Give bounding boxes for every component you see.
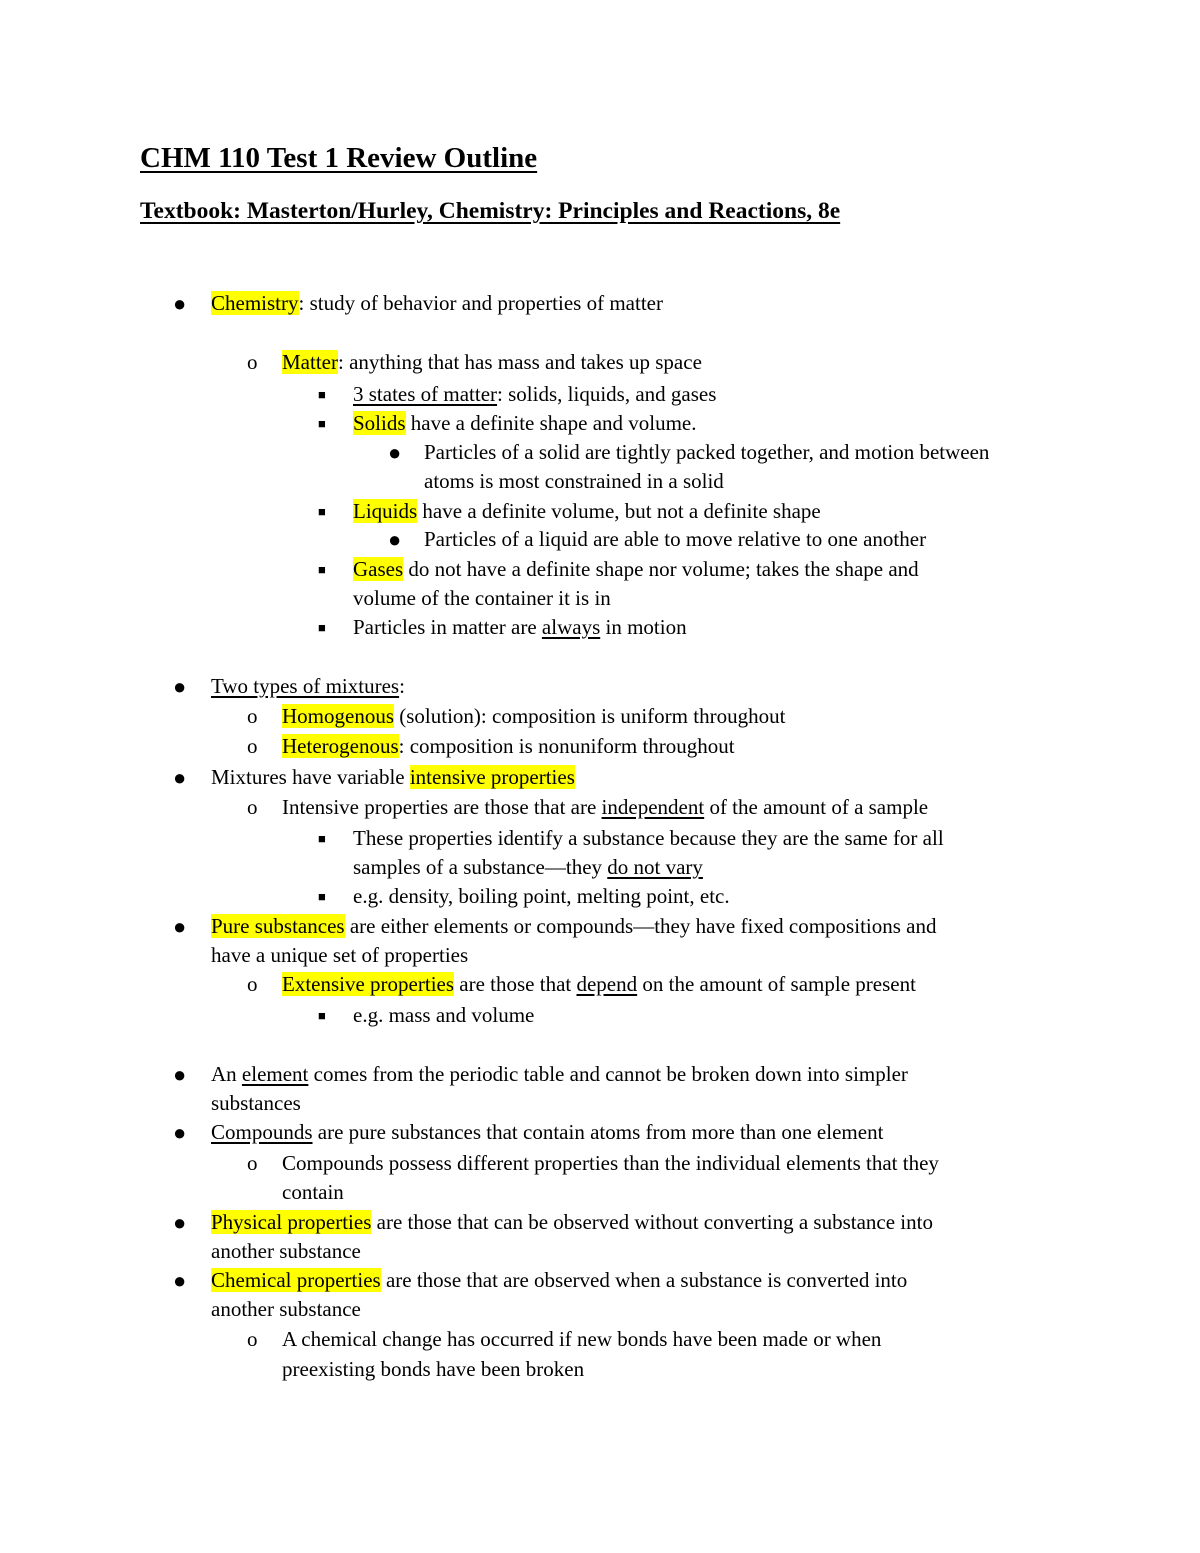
outline-line bbox=[424, 525, 926, 554]
circle-bullet-icon: o bbox=[247, 704, 258, 728]
outline-text: e.g. density, boiling point, melting point, etc. bbox=[353, 884, 730, 908]
highlighted-term: Gases bbox=[353, 557, 404, 581]
document-title: CHM 110 Test 1 Review Outline bbox=[140, 142, 538, 174]
outline-line bbox=[353, 555, 919, 584]
outline-text: Mixtures have variable bbox=[211, 765, 410, 789]
disc-bullet-icon: ● bbox=[173, 1120, 187, 1145]
outline-text: substances bbox=[211, 1091, 301, 1115]
circle-bullet-icon: o bbox=[247, 734, 258, 758]
outline-line bbox=[211, 1089, 301, 1118]
circle-bullet-icon: o bbox=[247, 1151, 258, 1175]
outline-line bbox=[211, 672, 405, 701]
disc-bullet-icon: ● bbox=[388, 440, 402, 465]
outline-line bbox=[353, 584, 611, 613]
outline-text: An bbox=[211, 1062, 242, 1086]
outline-text: (solution): composition is uniform throughout bbox=[394, 704, 786, 728]
outline-text: on the amount of sample present bbox=[637, 972, 916, 996]
highlighted-term: Chemical properties bbox=[211, 1268, 381, 1292]
outline-line bbox=[282, 1149, 939, 1178]
outline-line bbox=[282, 1355, 584, 1384]
outline-text: are those that can be observed without converting a substance into bbox=[371, 1210, 933, 1234]
highlighted-term: Chemistry bbox=[211, 291, 299, 315]
outline-text: e.g. mass and volume bbox=[353, 1003, 535, 1027]
outline-line bbox=[282, 732, 735, 761]
outline-text: are pure substances that contain atoms from more than one element bbox=[312, 1120, 884, 1144]
outline-line bbox=[353, 882, 730, 911]
outline-text: : composition is nonuniform throughout bbox=[398, 734, 735, 758]
underlined-term: Two types of mixtures bbox=[211, 674, 400, 698]
outline-line bbox=[353, 824, 944, 853]
outline-line bbox=[282, 702, 785, 731]
disc-bullet-icon: ● bbox=[173, 1268, 187, 1293]
square-bullet-icon: ■ bbox=[318, 387, 326, 402]
outline-text: have a unique set of properties bbox=[211, 943, 469, 967]
outline-line bbox=[424, 438, 989, 467]
disc-bullet-icon: ● bbox=[173, 765, 187, 790]
underlined-term: element bbox=[241, 1062, 309, 1086]
outline-line bbox=[211, 1266, 907, 1295]
outline-line bbox=[211, 763, 575, 792]
outline-text: atoms is most constrained in a solid bbox=[424, 469, 724, 493]
outline-text: samples of a substance—they bbox=[353, 855, 608, 879]
highlighted-term: Homogenous bbox=[282, 704, 394, 728]
square-bullet-icon: ■ bbox=[318, 562, 326, 577]
square-bullet-icon: ■ bbox=[318, 1008, 326, 1023]
disc-bullet-icon: ● bbox=[173, 291, 187, 316]
outline-text: : solids, liquids, and gases bbox=[497, 382, 717, 406]
outline-line bbox=[211, 1060, 908, 1089]
circle-bullet-icon: o bbox=[247, 350, 258, 374]
disc-bullet-icon: ● bbox=[173, 674, 187, 699]
outline-text: preexisting bonds have been broken bbox=[282, 1357, 585, 1381]
outline-line bbox=[353, 380, 716, 409]
outline-text: These properties identify a substance because they are the same for all bbox=[353, 826, 944, 850]
square-bullet-icon: ■ bbox=[318, 504, 326, 519]
highlighted-term: Solids bbox=[353, 411, 406, 435]
underlined-term: independent bbox=[601, 795, 705, 819]
square-bullet-icon: ■ bbox=[318, 889, 326, 904]
highlighted-term: Pure substances bbox=[211, 914, 345, 938]
outline-line bbox=[211, 912, 936, 941]
outline-text: volume of the container it is in bbox=[353, 586, 611, 610]
outline-text: are either elements or compounds—they have fixed compositions and bbox=[344, 914, 937, 938]
underlined-term: always bbox=[541, 615, 601, 639]
outline-text: Particles of a liquid are able to move relative to one another bbox=[424, 527, 927, 551]
outline-line bbox=[282, 1325, 881, 1354]
outline-text: Particles of a solid are tightly packed together, and motion between bbox=[424, 440, 990, 464]
highlighted-term: Extensive properties bbox=[282, 972, 455, 996]
highlighted-term: Matter bbox=[282, 350, 338, 374]
outline-text: : study of behavior and properties of matter bbox=[298, 291, 663, 315]
outline-line bbox=[282, 793, 928, 822]
underlined-term: do not vary bbox=[607, 855, 703, 879]
disc-bullet-icon: ● bbox=[173, 1210, 187, 1235]
outline-line bbox=[353, 613, 687, 642]
outline-text: comes from the periodic table and cannot be broken down into simpler bbox=[308, 1062, 908, 1086]
outline-text: are those that are observed when a substance is converted into bbox=[380, 1268, 908, 1292]
highlighted-term: Physical properties bbox=[211, 1210, 372, 1234]
outline-line bbox=[211, 289, 663, 318]
highlighted-term: Liquids bbox=[353, 499, 418, 523]
outline-text: contain bbox=[282, 1180, 344, 1204]
outline-line bbox=[211, 1118, 883, 1147]
outline-text: Intensive properties are those that are bbox=[282, 795, 602, 819]
outline-text: another substance bbox=[211, 1297, 361, 1321]
outline-line bbox=[353, 1001, 534, 1030]
outline-line bbox=[353, 497, 821, 526]
circle-bullet-icon: o bbox=[247, 795, 258, 819]
square-bullet-icon: ■ bbox=[318, 831, 326, 846]
outline-line bbox=[211, 1237, 361, 1266]
outline-line bbox=[211, 1208, 933, 1237]
outline-text: : anything that has mass and takes up space bbox=[337, 350, 702, 374]
outline-text: are those that bbox=[454, 972, 577, 996]
disc-bullet-icon: ● bbox=[173, 1062, 187, 1087]
square-bullet-icon: ■ bbox=[318, 620, 326, 635]
outline-line bbox=[282, 348, 702, 377]
outline-line bbox=[353, 409, 697, 438]
circle-bullet-icon: o bbox=[247, 1327, 258, 1351]
disc-bullet-icon: ● bbox=[173, 914, 187, 939]
outline-text: of the amount of a sample bbox=[704, 795, 929, 819]
circle-bullet-icon: o bbox=[247, 972, 258, 996]
outline-text: : bbox=[399, 674, 405, 698]
outline-line bbox=[353, 853, 703, 882]
outline-text: A chemical change has occurred if new bonds have been made or when bbox=[282, 1327, 882, 1351]
outline-line bbox=[282, 1178, 344, 1207]
underlined-term: Compounds bbox=[211, 1120, 313, 1144]
highlighted-term: intensive properties bbox=[409, 765, 575, 789]
square-bullet-icon: ■ bbox=[318, 416, 326, 431]
outline-line bbox=[211, 941, 468, 970]
textbook-citation: Textbook: Masterton/Hurley, Chemistry: Principles and Reactions, 8e bbox=[140, 198, 841, 224]
underlined-term: 3 states of matter bbox=[353, 382, 498, 406]
outline-text: do not have a definite shape nor volume; takes the shape and bbox=[403, 557, 919, 581]
outline-text: have a definite volume, but not a definite shape bbox=[417, 499, 821, 523]
outline-text: Compounds possess different properties than the individual elements that they bbox=[282, 1151, 939, 1175]
outline-text: another substance bbox=[211, 1239, 361, 1263]
outline-line bbox=[211, 1295, 361, 1324]
underlined-term: depend bbox=[576, 972, 638, 996]
outline-text: Particles in matter are bbox=[353, 615, 542, 639]
outline-text: in motion bbox=[600, 615, 687, 639]
outline-text: have a definite shape and volume. bbox=[405, 411, 697, 435]
outline-line bbox=[282, 970, 916, 999]
outline-line bbox=[424, 467, 724, 496]
disc-bullet-icon: ● bbox=[388, 527, 402, 552]
highlighted-term: Heterogenous bbox=[282, 734, 399, 758]
